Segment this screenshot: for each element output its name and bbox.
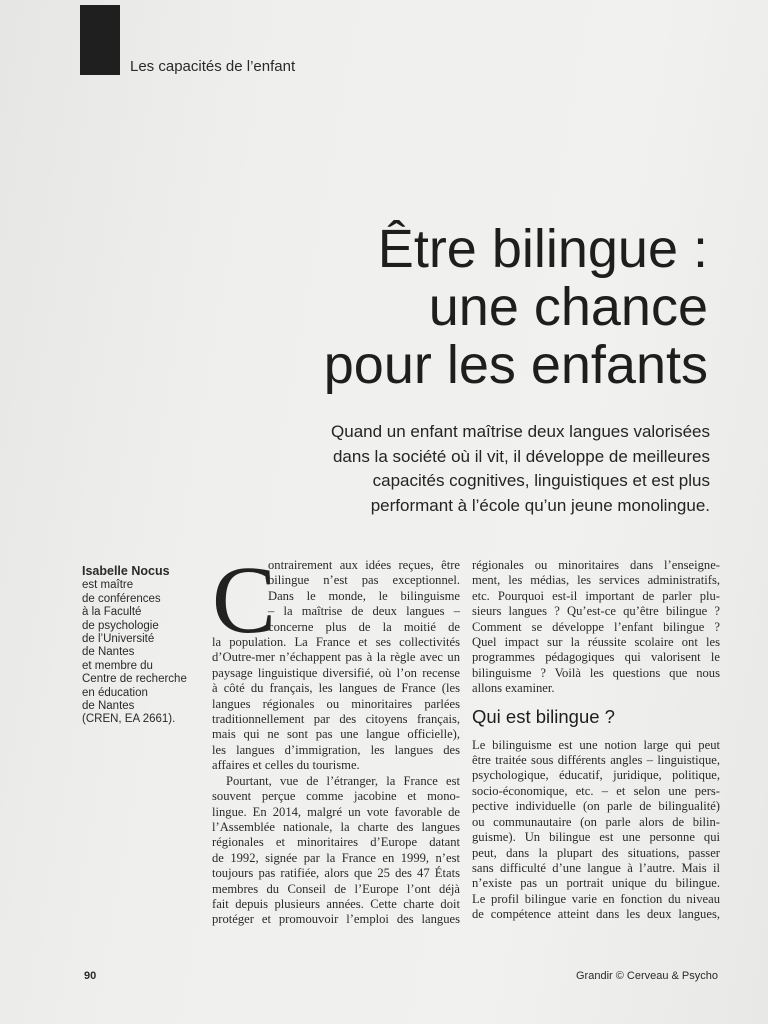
text-line: les langues d’immigration, les langues des — [212, 742, 460, 757]
author-bio-line: en éducation — [82, 686, 148, 699]
author-bio — [82, 565, 212, 727]
text-line: protéger et promouvoir l’emploi des langues — [212, 912, 460, 927]
text-line: etc. Pourquoi est-il important de parler plu- — [472, 588, 720, 603]
text-line: ment, les médias, les services administratifs, — [472, 573, 720, 588]
text-line: concerne plus de la moitié de — [268, 619, 460, 634]
text-line: ontrairement aux idées reçues, être — [268, 558, 460, 572]
drop-cap: C — [212, 546, 277, 653]
lead-line: dans la société où il vit, il développe de meilleures — [332, 446, 710, 466]
lead-line: performant à l’école qu’un jeune monolingue. — [370, 495, 710, 515]
text-line: ou communautaire (on parle alors de bilin- — [472, 814, 720, 829]
article-column-1 — [212, 546, 460, 928]
text-line: toujours pas ratifiée, alors que 25 des 47 États — [212, 866, 460, 881]
text-line: lingue. En 2014, malgré un vote favorable de — [212, 804, 460, 819]
text-line: fait depuis plusieurs années. Cette charte doit — [212, 896, 460, 911]
text-line: membres du Conseil de l’Europe l’ont déjà — [212, 881, 460, 896]
text-line: peut, dans la plupart des situations, passer — [472, 845, 720, 860]
text-line: bilinguisme ? Voilà les questions que nous — [472, 665, 720, 680]
text-line: – la maîtrise de deux langues – — [268, 604, 460, 619]
title-line: pour les enfants — [323, 335, 708, 395]
text-line: souvent perçue comme jacobine et mono- — [212, 789, 460, 804]
author-name: Isabelle Nocus — [82, 564, 170, 578]
text-line: allons examiner. — [472, 681, 555, 696]
author-bio-line: est maître — [82, 579, 134, 592]
author-bio-line: (CREN, EA 2661). — [82, 713, 176, 726]
text-line: affaires et celles du tourisme. — [212, 758, 360, 773]
text-line: être traitée sous différents angles – linguistique, — [472, 753, 720, 768]
article-title — [148, 220, 708, 394]
text-line: régionales ou minoritaires dans l’enseigne- — [472, 558, 720, 572]
text-line: Pourtant, vue de l’étranger, la France est — [226, 773, 460, 788]
text-line: Quel impact sur la réussite scolaire ont les — [472, 635, 720, 650]
text-line: socio-économique, etc. – et selon une pers- — [472, 783, 720, 798]
text-line: psychologique, éducatif, juridique, politique, — [472, 768, 720, 783]
text-line: Le bilinguisme est une notion large qui peut — [472, 737, 720, 752]
author-bio-line: Centre de recherche — [82, 673, 187, 686]
text-line: bilingue n’est pas exceptionnel. — [268, 573, 460, 588]
author-bio-line: de Nantes — [82, 700, 135, 713]
text-line: sans difficulté d’une langue à l’autre. Mais il — [472, 860, 720, 875]
text-line: à côté du français, les langues de France (les — [212, 681, 460, 696]
section-marker-bar — [80, 5, 120, 75]
text-line: traditionnellement par des citoyens français, — [212, 712, 460, 727]
text-line: n’existe pas un portrait unique du bilingue. — [472, 876, 720, 891]
text-line: pective individuelle (on parle de bilingualité) — [472, 799, 720, 814]
title-line: Être bilingue : — [377, 219, 708, 279]
lead-line: capacités cognitives, linguistiques et est plus — [372, 471, 710, 490]
lead-line: Quand un enfant maîtrise deux langues valorisées — [331, 422, 710, 441]
article-column-2 — [472, 558, 720, 923]
text-line: langues régionales ou minoritaires parlées — [212, 696, 460, 711]
publication-credit: Grandir © Cerveau & Psycho — [576, 970, 718, 982]
article-lead — [240, 420, 710, 518]
text-line: sieurs langues ? Qu’est-ce qu’être bilingue ? — [472, 604, 720, 619]
text-line: Comment se développe l’enfant bilingue ? — [472, 619, 720, 634]
section-subheading: Qui est bilingue ? — [472, 705, 615, 727]
text-line: guisme). Un bilingue est une personne qui — [472, 830, 720, 845]
text-line: mais qui ne sont pas une langue officielle), — [212, 727, 460, 742]
text-line: programmes pédagogiques qui valorisent le — [472, 650, 720, 665]
page-number: 90 — [84, 970, 97, 982]
text-line: Le profil bilingue varie en fonction du niveau — [472, 891, 720, 906]
text-line: d’Outre-mer n’échappent pas à la règle avec un — [212, 650, 460, 665]
author-bio-line: et membre du — [82, 659, 153, 672]
text-line: régionales et minoritaires d’Europe datant — [212, 835, 460, 850]
text-line: la population. La France et ses collectivités — [212, 635, 460, 650]
text-line: de compétence atteint dans les deux langues, — [472, 907, 720, 922]
author-bio-line: de psychologie — [82, 619, 159, 632]
author-bio-line: de l’Université — [82, 633, 155, 646]
text-line: Dans le monde, le bilinguisme — [268, 588, 460, 603]
author-bio-line: de conférences — [82, 592, 161, 605]
text-line: paysage linguistique diversifié, où l’on recense — [212, 665, 460, 680]
text-line: de 1992, signée par la France en 1999, n’est — [212, 850, 460, 865]
title-line: une chance — [428, 277, 708, 337]
section-rubric: Les capacités de l’enfant — [130, 58, 296, 75]
text-line: l’Assemblée nationale, la charte des langues — [212, 819, 460, 834]
author-bio-line: à la Faculté — [82, 606, 142, 619]
author-bio-line: de Nantes — [82, 646, 135, 659]
